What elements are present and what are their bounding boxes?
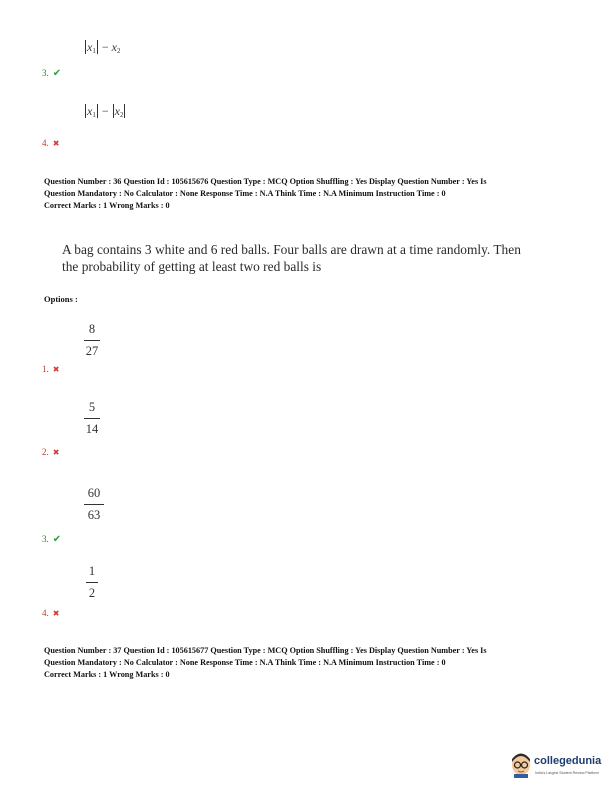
option-3-fraction <box>84 486 104 523</box>
option-1-fraction <box>84 322 100 359</box>
collegedunia-logo <box>510 750 606 784</box>
option-2-fraction <box>84 400 100 437</box>
prev-option-4-number <box>42 133 59 151</box>
denominator: 2 <box>88 586 96 600</box>
option-number: 4. <box>42 138 49 148</box>
cross-icon: ✖ <box>52 139 60 148</box>
option-4-number <box>42 603 59 621</box>
question-36-metadata <box>44 176 487 212</box>
fraction-bar <box>86 582 98 583</box>
option-3-number <box>42 529 61 547</box>
cross-icon: ✖ <box>52 448 60 457</box>
option-2-number <box>42 442 59 460</box>
question-line: A bag contains 3 white and 6 red balls. Four balls are drawn at a time randomly. Then <box>62 242 521 257</box>
cross-icon: ✖ <box>52 609 60 618</box>
option-number: 4. <box>42 608 49 618</box>
check-icon: ✔ <box>52 534 62 545</box>
meta-line: Question Mandatory : No Calculator : None Response Time : N.A Think Time : N.A Minimum Instruction Time : 0 <box>44 658 446 667</box>
mascot-icon <box>510 752 532 778</box>
option-number: 2. <box>42 447 49 457</box>
meta-line: Question Number : 36 Question Id : 105615676 Question Type : MCQ Option Shuffling : Yes Display Question Number : Yes Is <box>44 177 487 186</box>
cross-icon: ✖ <box>52 365 60 374</box>
numerator: 1 <box>88 564 96 578</box>
option-1-number <box>42 359 59 377</box>
option-number: 3. <box>42 68 49 78</box>
question-36-text <box>62 241 521 275</box>
logo-tagline: India's Largest Student Review Platform <box>535 771 599 775</box>
option-4-fraction <box>86 564 98 601</box>
option-number: 1. <box>42 364 49 374</box>
fraction-bar <box>84 504 104 505</box>
denominator: 27 <box>85 344 99 358</box>
denominator: 14 <box>85 422 99 436</box>
numerator: 5 <box>88 400 96 414</box>
denominator: 63 <box>87 508 101 522</box>
check-icon: ✔ <box>52 68 62 79</box>
numerator: 8 <box>88 322 96 336</box>
meta-line: Correct Marks : 1 Wrong Marks : 0 <box>44 201 170 210</box>
prev-option-3-number <box>42 63 61 81</box>
fraction-bar <box>84 340 100 341</box>
logo-wordmark: collegedunia <box>534 755 602 767</box>
question-line: the probability of getting at least two red balls is <box>62 259 322 274</box>
meta-line: Question Number : 37 Question Id : 105615677 Question Type : MCQ Option Shuffling : Yes Display Question Number : Yes Is <box>44 646 487 655</box>
options-label: Options : <box>44 294 78 304</box>
numerator: 60 <box>87 486 101 500</box>
fraction-bar <box>84 418 100 419</box>
prev-option-4-expression: $x_1 - x_2$ <box>87 104 124 119</box>
question-37-metadata <box>44 645 487 681</box>
prev-option-3-expression: $x_1 - x_2$ <box>87 40 121 55</box>
meta-line: Question Mandatory : No Calculator : None Response Time : N.A Think Time : N.A Minimum Instruction Time : 0 <box>44 189 446 198</box>
option-number: 3. <box>42 534 49 544</box>
meta-line: Correct Marks : 1 Wrong Marks : 0 <box>44 670 170 679</box>
